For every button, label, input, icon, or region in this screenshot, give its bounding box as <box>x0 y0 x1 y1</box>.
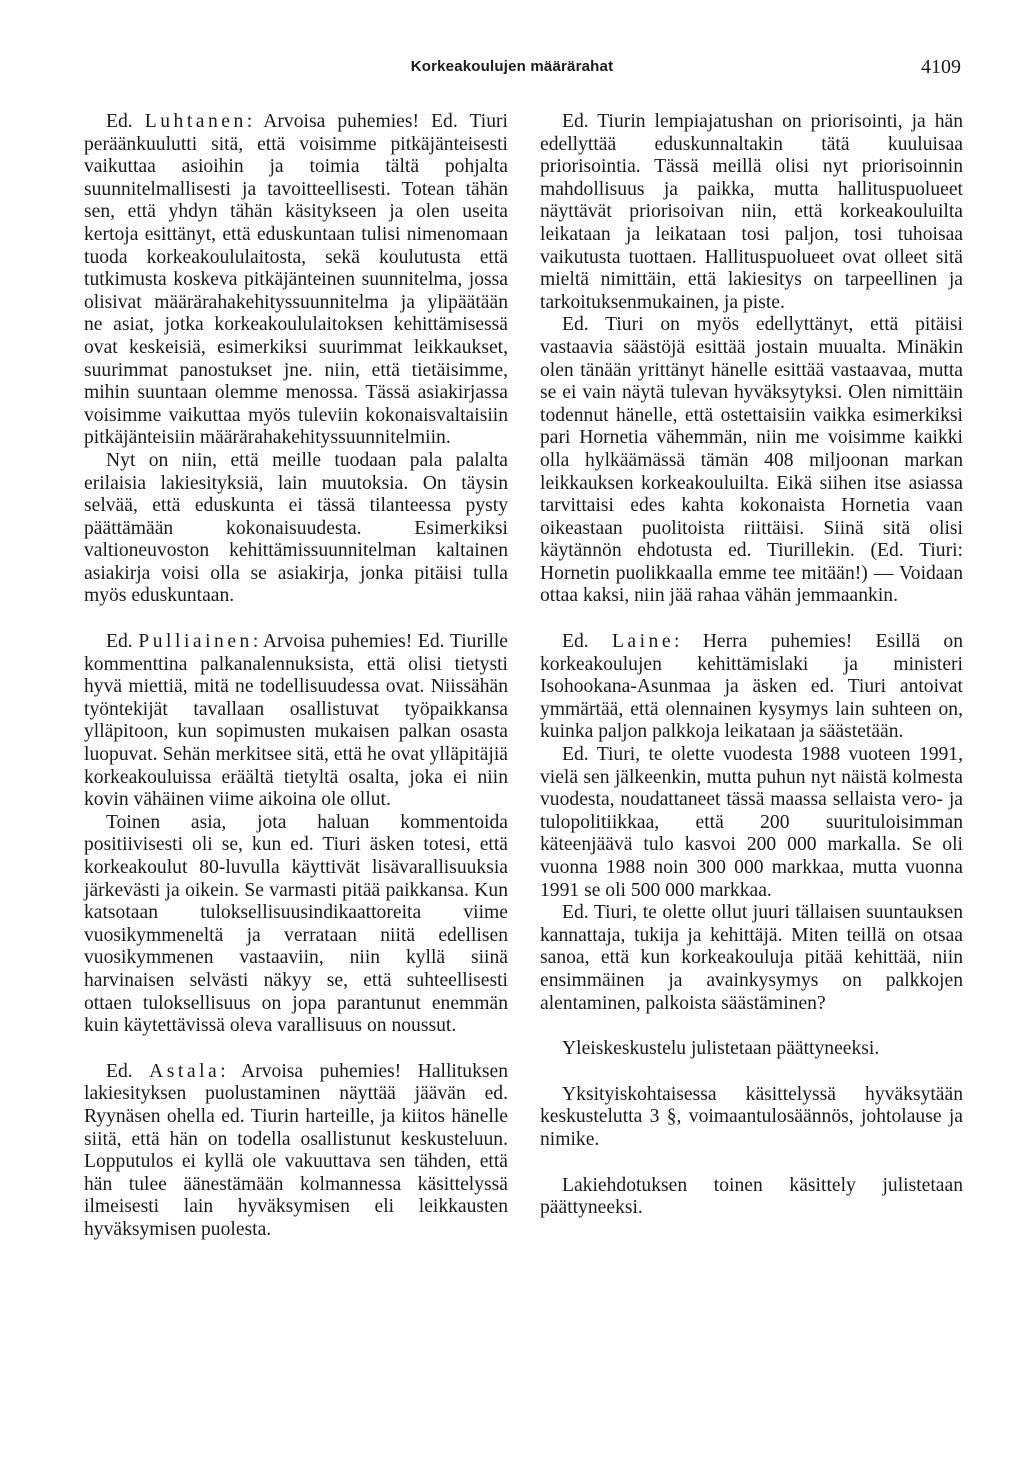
speaker-name: Astala <box>149 1060 221 1082</box>
right-column <box>540 111 963 1220</box>
speech-text: : Herra puhemies! Esillä on korkeakoulujen kehittämislaki ja ministeri Isohookana-Asunmaa ja äsken ed. Tiuri antoivat ymmärtää, että olennainen kysymys lain suhteen on, kuinka paljon palkkoja leikataan ja säästetään. <box>540 631 963 743</box>
speech-pulliainen <box>84 631 508 812</box>
speech-text: : Arvoisa puhemies! Ed. Tiurille kommenttina palkanalennuksista, että olisi tietysti hyvä miettiä, mitä ne todellisuudessa ovat. Niissähän työntekijät tavallaan osallistuvat työpaikkansa ylläpitoon, kun sopimusten mukaisen palkan osasta luopuvat. Sehän merkitsee sitä, että he ovat ylläpitäjiä korkeakouluissa eräältä tietyltä osalta, joka ei niin kovin vähäinen viime aikoina ole ollut. <box>84 631 508 811</box>
speech-prefix: Ed. <box>106 631 139 653</box>
speech-astala <box>84 1061 508 1242</box>
paragraph: Ed. Tiuri, te olette vuodesta 1988 vuoteen 1991, vielä sen jälkeenkin, mutta puhun nyt näistä kolmesta vuodesta, noudattaneet tässä maassa sellaista vero- ja tulopolitiikkaa, että 200 suurituloisimman käteenjäävä tulo kasvoi 200 000 markalla. Se oli vuonna 1988 noin 300 000 markkaa, mutta vuonna 1991 se oli 500 000 markkaa. <box>540 744 963 901</box>
speech-luhtanen <box>84 111 508 450</box>
speaker-name: Laine <box>611 631 675 653</box>
speech-text: : Arvoisa puhemies! Ed. Tiuri peräänkuulutti sitä, että voisimme pitkäjänteisesti vaikuttaa asioihin ja toimia tältä pohjalta suunnitelmallisesti ja tavoitteellisesti. Totean tähän sen, että yhdyn tähän käsitykseen ja olen useita kertoja esittänyt, että eduskuntaan tulisi nimenomaan tuoda korkeakoululaitosta, sekä koulutusta että tutkimusta koskeva pitkäjänteinen suunnitelma, jossa olisivat määrärahakehityssuunnitelma ja ylipäätään ne asiat, jotka korkeakoululaitoksen kehittämisessä ovat keskeisiä, esimerkiksi suurimmat leikkaukset, suurimmat panostukset jne. niin, että tietäisimme, mihin suuntaan olemme menossa. Tässä asiakirjassa voisimme vaikuttaa myös tuleviin kokonaisvaltaisiin pitkäjänteisiin määrärahakehityssuunnitelmiin. <box>84 111 508 449</box>
left-column <box>84 111 508 1242</box>
speaker-name: Luhtanen <box>144 111 247 132</box>
speech-prefix: Ed. <box>106 1060 150 1082</box>
running-title: Korkeakoulujen määrärahat <box>410 58 614 75</box>
procedural-note: Lakiehdotuksen toinen käsittely julistetaan päättyneeksi. <box>540 1174 963 1219</box>
paragraph: Toinen asia, jota haluan kommentoida positiivisesti oli se, kun ed. Tiuri äsken totesi, että korkeakoulut 80-luvulla käyttivät lisävarallisuuksia järkevästi ja oikein. Se varmasti pitää paikkansa. Kun katsotaan tuloksellisuusindikaattoreita viime vuosikymmeneltä ja verrataan niitä edellisen vuosikymmenen vastaaviin, niin kyllä siinä harvinaisen selvästi näkyy se, että suhteellisesti ottaen tuloksellisuus on jopa parantunut enemmän kuin käytettävissä oleva varallisuus on noussut. <box>84 811 508 1037</box>
speech-laine <box>540 631 963 744</box>
paragraph: Ed. Tiurin lempiajatushan on priorisointi, ja hän edellyttää eduskunnaltakin tätä kuuluisaa priorisointia. Tässä meillä olisi nyt priorisoinnin mahdollisuus ja paikka, mutta hallituspuolueet näyttävät priorisoivan niin, että korkeakouluilta leikataan ja leikataan tosi paljon, tosi tuhoisaa vaikutusta tuottaen. Hallituspuolueet ovat olleet sitä mieltä nimittäin, että lakiesitys on tarpeellinen ja tarkoituksenmukainen, ja piste. <box>540 111 963 313</box>
speech-text: : Arvoisa puhemies! Hallituksen lakiesityksen puolustaminen näyttää jäävän ed. Ryynäsen ohella ed. Tiurin harteille, ja kiitos hänelle siitä, että hän on todella osallistunut keskusteluun. Lopputulos ei kyllä ole vakuuttava sen tähden, että hän tulee äänestämään kolmannessa käsittelyssä ilmeisesti lain hyväksymisen eli leikkausten hyväksymisen puolesta. <box>84 1060 509 1240</box>
paragraph: Nyt on niin, että meille tuodaan pala palalta erilaisia lakiesityksiä, lain muutoksia. On täysin selvää, että eduskunta ei tässä tilanteessa pysty päättämään kokonaisuudesta. Esimerkiksi valtioneuvoston kehittämissuunnitelman kaltainen asiakirja voisi olla se asiakirja, jonka pitäisi tulla myös eduskuntaan. <box>84 449 508 607</box>
paragraph: Ed. Tiuri, te olette ollut juuri tällaisen suuntauksen kannattaja, tukija ja kehittäjä. Miten teillä on otsaa sanoa, että kun korkeakouluja pitää kehittää, niin ensimmäinen ja avainkysymys on palkkojen alentaminen, palkoista säästäminen? <box>540 902 963 1014</box>
speech-prefix: Ed. <box>106 111 145 132</box>
procedural-note: Yleiskeskustelu julistetaan päättyneeksi. <box>562 1038 880 1060</box>
speaker-name: Pulliainen <box>138 631 253 653</box>
procedural-note: Yksityiskohtaisessa käsittelyssä hyväksytään keskustelutta 3 §, voimaantulosäännös, johtolause ja nimike. <box>540 1083 963 1150</box>
speech-prefix: Ed. <box>562 631 612 653</box>
page-number: 4109 <box>921 56 961 78</box>
page-header <box>0 54 1024 84</box>
paragraph: Ed. Tiuri on myös edellyttänyt, että pitäisi vastaavia säästöjä esittää jostain muualta. Minäkin olen tänään yrittänyt hänelle esittää vastaavaa, mutta se ei vain näytä tulevan hyväksytyksi. Olen nimittäin todennut hänelle, että ostettaisiin vaikka esimerkiksi pari Hornetia vähemmän, niin me voisimme kaikki olla hylkäämässä tämän 408 miljoonan markan leikkauksen korkeakouluilta. Eikä siihen itse asiassa tarvittaisi edes kahta kokonaista Hornetia vaan oikeastaan puolitoista riittäisi. Siinä sitä olisi käytännön ehdotusta ed. Tiurillekin. (Ed. Tiuri: Hornetin puolikkaalla emme tee mitään!) — Voidaan ottaa kaksi, niin jää rahaa vähän jemmaankin. <box>540 314 963 607</box>
